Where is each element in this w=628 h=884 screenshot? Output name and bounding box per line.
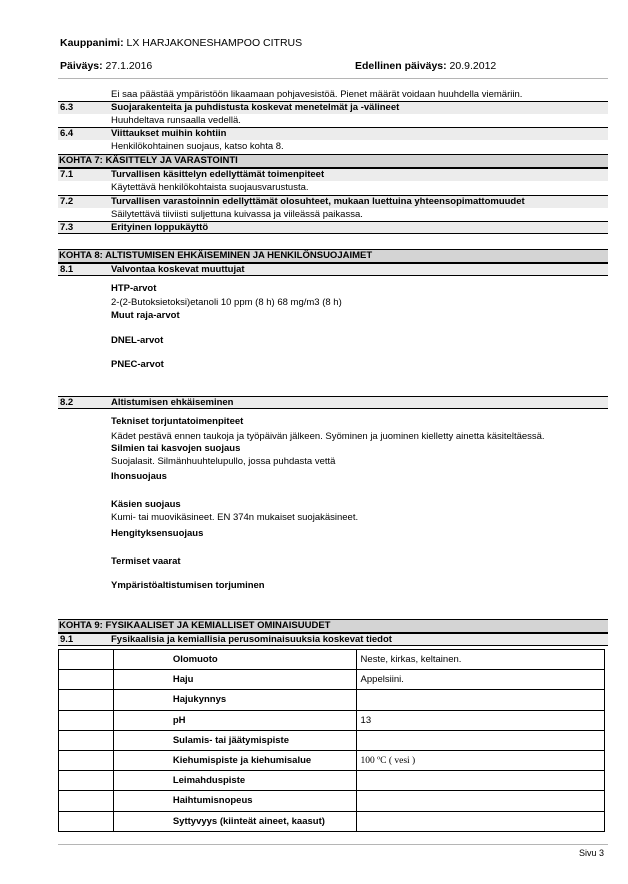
kasien-text: Kumi- tai muovikäsineet. EN 374n mukaiset suojakäsineet. (111, 512, 359, 523)
empty-cell (59, 750, 114, 770)
date-line (60, 60, 152, 72)
property-name: Hajukynnys (113, 690, 356, 710)
intro-text: Ei saa päästää ympäristöön likaamaan pohjavesistöä. Pienet määrät voidaan huuhdella viemäriin. (111, 89, 523, 100)
footer-divider (58, 844, 608, 845)
subsection-number: 7.1 (60, 169, 74, 180)
previous-date-line (355, 60, 496, 72)
subsection-7-1 (58, 168, 608, 181)
property-name: Haju (113, 670, 356, 690)
subsection-7-3 (58, 221, 608, 234)
empty-cell (59, 791, 114, 811)
subsection-8-1 (58, 263, 608, 276)
section-7-header: KOHTA 7: KÄSITTELY JA VARASTOINTI (58, 154, 608, 168)
empty-cell (59, 771, 114, 791)
previous-date-label: Edellinen päiväys: (355, 60, 447, 72)
htp-label: HTP-arvot (111, 283, 157, 294)
subsection-number: 6.4 (60, 128, 74, 139)
property-name: Syttyvyys (kiinteät aineet, kaasut) (113, 811, 356, 831)
subsection-title: Turvallisen käsittelyn edellyttämät toimenpiteet (111, 169, 325, 180)
properties-table (58, 649, 605, 832)
product-label: Kauppanimi: (60, 37, 124, 49)
pnec-label: PNEC-arvot (111, 359, 164, 370)
table-row (59, 791, 605, 811)
property-name: pH (113, 710, 356, 730)
property-value: 100 ºC ( vesi ) (356, 750, 604, 770)
subsection-title: Viittaukset muihin kohtiin (111, 128, 227, 139)
table-row (59, 750, 605, 770)
table-row (59, 670, 605, 690)
empty-cell (59, 650, 114, 670)
table-row (59, 811, 605, 831)
property-value (356, 791, 604, 811)
date-value: 27.1.2016 (105, 60, 153, 72)
property-value (356, 811, 604, 831)
date-label: Päiväys: (60, 60, 103, 72)
property-name: Leimahduspiste (113, 771, 356, 791)
subsection-title: Valvontaa koskevat muuttujat (111, 264, 245, 275)
ymparisto-label: Ympäristöaltistumisen torjuminen (111, 580, 265, 591)
subsection-6-3 (58, 101, 608, 114)
empty-cell (59, 811, 114, 831)
property-value: Appelsiini. (356, 670, 604, 690)
subsection-number: 6.3 (60, 102, 74, 113)
property-name: Haihtumisnopeus (113, 791, 356, 811)
empty-cell (59, 690, 114, 710)
subsection-6-4 (58, 127, 608, 140)
subsection-title: Altistumisen ehkäiseminen (111, 397, 234, 408)
subsection-text: Huuhdeltava runsaalla vedellä. (111, 115, 241, 126)
ihonsuojaus-label: Ihonsuojaus (111, 471, 167, 482)
empty-cell (59, 670, 114, 690)
table-row (59, 690, 605, 710)
table-row (59, 710, 605, 730)
subsection-number: 7.3 (60, 222, 74, 233)
termiset-label: Termiset vaarat (111, 556, 181, 567)
subsection-title: Erityinen loppukäyttö (111, 222, 209, 233)
previous-date-value: 20.9.2012 (449, 60, 497, 72)
empty-cell (59, 710, 114, 730)
hengitys-label: Hengityksensuojaus (111, 528, 204, 539)
property-value: Neste, kirkas, keltainen. (356, 650, 604, 670)
table-row (59, 771, 605, 791)
tekniset-label: Tekniset torjuntatoimenpiteet (111, 416, 244, 427)
muut-raja-arvot-label: Muut raja-arvot (111, 310, 180, 321)
subsection-7-2 (58, 195, 608, 208)
property-name: Sulamis- tai jäätymispiste (113, 730, 356, 750)
property-value: 13 (356, 710, 604, 730)
subsection-title: Turvallisen varastoinnin edellyttämät olosuhteet, mukaan luettuina yhteensopimattomuudet (111, 196, 525, 207)
tekniset-text: Kädet pestävä ennen taukoja ja työpäivän jälkeen. Syöminen ja juominen kielletty ainetta käsiteltäessä. (111, 431, 545, 442)
subsection-number: 7.2 (60, 196, 74, 207)
property-name: Olomuoto (113, 650, 356, 670)
subsection-text: Käytettävä henkilökohtaista suojausvarustusta. (111, 182, 309, 193)
section-8-header: KOHTA 8: ALTISTUMISEN EHKÄISEMINEN JA HENKILÖNSUOJAIMET (58, 249, 608, 263)
subsection-9-1 (58, 633, 608, 646)
section-9-header: KOHTA 9: FYSIKAALISET JA KEMIALLISET OMINAISUUDET (58, 619, 608, 633)
empty-cell (59, 730, 114, 750)
subsection-number: 8.2 (60, 397, 74, 408)
subsection-title: Fysikaalisia ja kemiallisia perusominaisuuksia koskevat tiedot (111, 634, 392, 645)
table-row (59, 650, 605, 670)
property-value (356, 771, 604, 791)
subsection-number: 9.1 (60, 634, 74, 645)
product-value: LX HARJAKONESHAMPOO CITRUS (126, 37, 303, 49)
property-value (356, 690, 604, 710)
silmien-label: Silmien tai kasvojen suojaus (111, 443, 241, 454)
subsection-text: Henkilökohtainen suojaus, katso kohta 8. (111, 141, 284, 152)
table-row (59, 730, 605, 750)
subsection-8-2 (58, 396, 608, 409)
dnel-label: DNEL-arvot (111, 335, 164, 346)
property-value (356, 730, 604, 750)
silmien-text: Suojalasit. Silmänhuuhtelupullo, jossa puhdasta vettä (111, 456, 336, 467)
page-number: Sivu 3 (578, 848, 604, 858)
htp-text: 2-(2-Butoksietoksi)etanoli 10 ppm (8 h) 68 mg/m3 (8 h) (111, 297, 342, 308)
subsection-text: Säilytettävä tiiviisti suljettuna kuivassa ja viileässä paikassa. (111, 209, 363, 220)
kasien-label: Käsien suojaus (111, 499, 181, 510)
subsection-number: 8.1 (60, 264, 74, 275)
property-name: Kiehumispiste ja kiehumisalue (113, 750, 356, 770)
subsection-title: Suojarakenteita ja puhdistusta koskevat menetelmät ja -välineet (111, 102, 400, 113)
product-name-line (60, 37, 302, 49)
header-divider (58, 78, 608, 79)
